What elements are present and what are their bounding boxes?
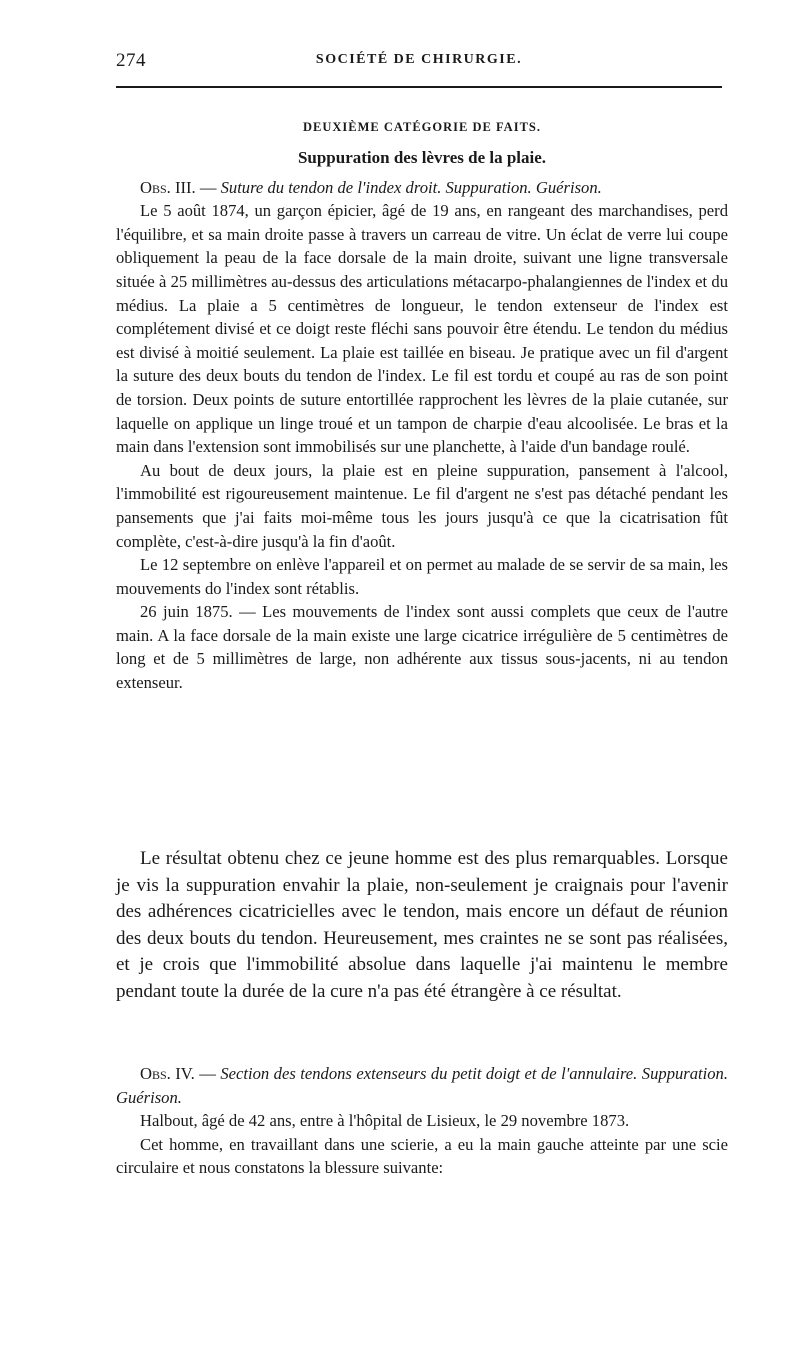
paragraph: Cet homme, en travaillant dans une scierie, a eu la main gauche atteinte par une scie circulaire et nous constatons la blessure suivante: xyxy=(116,1134,728,1178)
observation-heading xyxy=(116,1062,728,1109)
paragraph: Halbout, âgé de 42 ans, entre à l'hôpital de Lisieux, le 29 novembre 1873. xyxy=(140,1111,630,1131)
observation-four xyxy=(116,1062,728,1180)
page-number: 274 xyxy=(116,50,146,71)
header-rule xyxy=(116,86,722,88)
observation-three xyxy=(116,118,728,695)
observation-title: Section des tendons extenseurs du petit doigt et de l'annulaire. Suppuration. Guérison. xyxy=(116,1064,728,1107)
category-heading: DEUXIÈME CATÉGORIE DE FAITS. xyxy=(303,120,541,134)
page-header xyxy=(116,50,722,80)
commentary-block xyxy=(116,846,728,1006)
observation-heading xyxy=(116,176,728,200)
paragraph: Le 12 septembre on enlève l'appareil et on permet au malade de se servir de sa main, les mouvements do l'index sont rétablis. xyxy=(116,555,728,598)
running-title: SOCIÉTÉ DE CHIRURGIE. xyxy=(315,52,523,67)
observation-title: Suture du tendon de l'index droit. Suppuration. Guérison. xyxy=(220,177,602,197)
section-subtitle: Suppuration des lèvres de la plaie. xyxy=(297,148,547,167)
paragraph: Le 5 août 1874, un garçon épicier, âgé de 19 ans, en rangeant des marchandises, perd l'équilibre, et sa main droite passe à travers un carreau de vitre. Un éclat de verre lui coupe obliquement la peau de la face dorsale de la main droite, suivant une ligne transversale située à 25 millimètres au-dessus des articulations métacarpo-phalangiennes de l'index et du médius. La plaie a 5 centimètres de longueur, le tendon extenseur de l'index est complétement divisé et ce doigt reste fléchi sans pouvoir être étendu. Le tendon du médius est divisé à moitié seulement. La plaie est taillée en biseau. Je pratique avec un fil d'argent la suture des deux bouts du tendon de l'index. Le fil est tordu et coupé au ras de son point de torsion. Deux points de suture entortillée rapprochent les lèvres de la plaie cutanée, sur laquelle on applique un linge troué et un tampon de charpie d'eau alcoolisée. Le bras et la main dans l'extension sont immobilisés sur une planchette, à l'aide d'un bandage roulé. xyxy=(116,201,728,457)
paragraph: 26 juin 1875. — Les mouvements de l'index sont aussi complets que ceux de l'autre main. A la face dorsale de la main existe une large cicatrice irrégulière de 5 centimètres de long et de 5 millimètres de large, non adhérente aux tissus sous-jacents, ni au tendon extenseur. xyxy=(116,602,728,693)
observation-label: Obs. III. — xyxy=(140,177,217,197)
commentary-paragraph: Le résultat obtenu chez ce jeune homme est des plus remarquables. Lorsque je vis la suppuration envahir la plaie, non-seulement je craignais pour l'avenir des adhérences cicatricielles avec le tendon, mais encore un défaut de réunion des deux bouts du tendon. Heureusement, mes craintes ne se sont pas réalisées, et je crois que l'immobilité absolue dans laquelle j'ai maintenu le membre pendant toute la durée de la cure n'a pas été étrangère à ce résultat. xyxy=(116,848,728,1002)
observation-label: Obs. IV. — xyxy=(140,1064,216,1083)
paragraph: Au bout de deux jours, la plaie est en pleine suppuration, pansement à l'alcool, l'immobilité est rigoureusement maintenue. Le fil d'argent ne s'est pas détaché pendant les pansements que j'ai faits moi-même tous les jours jusqu'à ce que la cicatrisation fût complète, c'est-à-dire jusqu'à la fin d'août. xyxy=(116,460,728,551)
